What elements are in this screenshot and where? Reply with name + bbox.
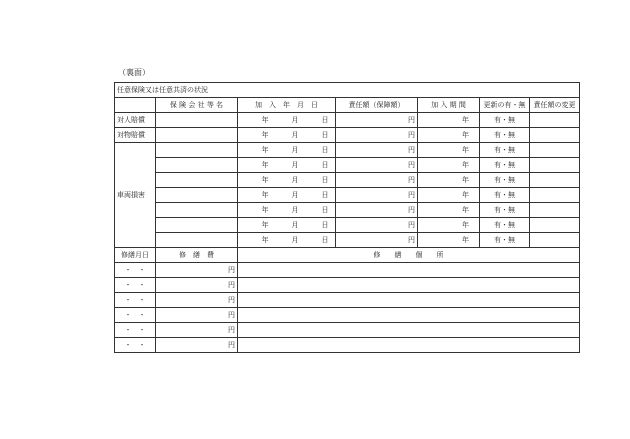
yen-unit: 円 <box>408 221 415 229</box>
join-date-cell[interactable] <box>238 188 336 203</box>
month-unit: 月 <box>291 161 299 169</box>
insurance-row <box>115 218 580 233</box>
month-unit: 月 <box>291 146 299 154</box>
renewal-cell[interactable] <box>480 173 530 188</box>
renewal-cell[interactable] <box>480 113 530 128</box>
liability-change-cell[interactable] <box>530 188 580 203</box>
period-year-unit: 年 <box>462 116 469 124</box>
day-unit: 日 <box>321 191 329 199</box>
month-unit: 月 <box>291 206 299 214</box>
liability-cell[interactable] <box>336 203 418 218</box>
day-unit: 日 <box>321 236 329 244</box>
company-cell[interactable] <box>156 128 238 143</box>
row-label-bodily: 対人賠償 <box>115 113 156 128</box>
insurance-row <box>115 158 580 173</box>
company-cell[interactable] <box>156 173 238 188</box>
repair-location-cell[interactable] <box>238 323 580 338</box>
repair-location-cell[interactable] <box>238 263 580 278</box>
repair-cost-cell[interactable]: 円 <box>156 293 238 308</box>
period-cell[interactable] <box>418 158 480 173</box>
row-label-vehicle: 車両損害 <box>115 143 156 248</box>
year-unit: 年 <box>261 221 269 229</box>
day-unit: 日 <box>321 206 329 214</box>
header-liability: 責任額（保障額） <box>336 98 418 113</box>
join-date-cell[interactable] <box>238 113 336 128</box>
join-date-cell[interactable] <box>238 203 336 218</box>
renewal-option: 有・無 <box>494 161 515 169</box>
row-label-property: 対物賠償 <box>115 128 156 143</box>
repair-date-cell[interactable]: ・ ・ <box>115 338 156 353</box>
repair-row <box>115 308 580 323</box>
yen-unit: 円 <box>408 146 415 154</box>
renewal-option: 有・無 <box>494 206 515 214</box>
yen-unit: 円 <box>408 191 415 199</box>
header-liability-change: 責任額の変更 <box>530 98 580 113</box>
liability-cell[interactable] <box>336 143 418 158</box>
join-date-cell[interactable] <box>238 158 336 173</box>
company-cell[interactable] <box>156 203 238 218</box>
renewal-option: 有・無 <box>494 116 515 124</box>
renewal-cell[interactable] <box>480 143 530 158</box>
liability-cell[interactable] <box>336 173 418 188</box>
company-cell[interactable] <box>156 233 238 248</box>
yen-unit: 円 <box>408 116 415 124</box>
page-side-label: （裏面） <box>118 68 150 77</box>
join-date-cell[interactable] <box>238 143 336 158</box>
year-unit: 年 <box>261 116 269 124</box>
join-date-cell[interactable] <box>238 218 336 233</box>
month-unit: 月 <box>291 221 299 229</box>
period-year-unit: 年 <box>462 206 469 214</box>
header-blank <box>115 98 156 113</box>
insurance-row <box>115 128 580 143</box>
renewal-cell[interactable] <box>480 128 530 143</box>
join-date-cell[interactable] <box>238 173 336 188</box>
join-date-cell[interactable] <box>238 128 336 143</box>
month-unit: 月 <box>291 191 299 199</box>
repair-location-cell[interactable] <box>238 293 580 308</box>
repair-header-location: 修 繕 個 所 <box>238 248 580 263</box>
year-unit: 年 <box>261 236 269 244</box>
liability-change-cell[interactable] <box>530 233 580 248</box>
liability-cell[interactable] <box>336 233 418 248</box>
repair-location-cell[interactable] <box>238 308 580 323</box>
day-unit: 日 <box>321 221 329 229</box>
period-year-unit: 年 <box>462 176 469 184</box>
company-cell[interactable] <box>156 218 238 233</box>
liability-cell[interactable] <box>336 188 418 203</box>
period-cell[interactable] <box>418 188 480 203</box>
repair-row <box>115 338 580 353</box>
day-unit: 日 <box>321 131 329 139</box>
day-unit: 日 <box>321 161 329 169</box>
liability-change-cell[interactable] <box>530 158 580 173</box>
yen-unit: 円 <box>408 131 415 139</box>
renewal-option: 有・無 <box>494 221 515 229</box>
company-cell[interactable] <box>156 158 238 173</box>
liability-cell[interactable] <box>336 218 418 233</box>
liability-cell[interactable] <box>336 158 418 173</box>
period-year-unit: 年 <box>462 161 469 169</box>
repair-location-cell[interactable] <box>238 338 580 353</box>
renewal-option: 有・無 <box>494 176 515 184</box>
join-date-cell[interactable] <box>238 233 336 248</box>
liability-change-cell[interactable] <box>530 173 580 188</box>
period-year-unit: 年 <box>462 236 469 244</box>
repair-date-cell[interactable]: ・ ・ <box>115 323 156 338</box>
month-unit: 月 <box>291 176 299 184</box>
repair-row <box>115 263 580 278</box>
renewal-option: 有・無 <box>494 146 515 154</box>
month-unit: 月 <box>291 116 299 124</box>
yen-unit: 円 <box>408 206 415 214</box>
period-cell[interactable] <box>418 128 480 143</box>
insurance-row <box>115 113 580 128</box>
period-cell[interactable] <box>418 113 480 128</box>
repair-header-date: 修繕月日 <box>115 248 156 263</box>
renewal-cell[interactable] <box>480 218 530 233</box>
year-unit: 年 <box>261 146 269 154</box>
insurance-row <box>115 233 580 248</box>
renewal-cell[interactable] <box>480 203 530 218</box>
period-year-unit: 年 <box>462 146 469 154</box>
repair-row <box>115 323 580 338</box>
period-cell[interactable] <box>418 218 480 233</box>
repair-row <box>115 293 580 308</box>
company-cell[interactable] <box>156 113 238 128</box>
period-year-unit: 年 <box>462 191 469 199</box>
month-unit: 月 <box>291 131 299 139</box>
header-renewal: 更新の有・無 <box>480 98 530 113</box>
header-period: 加 入 期 間 <box>418 98 480 113</box>
month-unit: 月 <box>291 236 299 244</box>
header-company: 保 険 会 社 等 名 <box>156 98 238 113</box>
insurance-row <box>115 188 580 203</box>
repair-cost-cell[interactable]: 円 <box>156 308 238 323</box>
liability-change-cell[interactable] <box>530 113 580 128</box>
liability-change-cell[interactable] <box>530 203 580 218</box>
insurance-row <box>115 143 580 158</box>
repair-location-cell[interactable] <box>238 278 580 293</box>
liability-change-cell[interactable] <box>530 128 580 143</box>
year-unit: 年 <box>261 206 269 214</box>
renewal-option: 有・無 <box>494 131 515 139</box>
renewal-option: 有・無 <box>494 236 515 244</box>
period-cell[interactable] <box>418 143 480 158</box>
renewal-cell[interactable] <box>480 233 530 248</box>
yen-unit: 円 <box>408 236 415 244</box>
year-unit: 年 <box>261 161 269 169</box>
repair-header-cost: 修 繕 費 <box>156 248 238 263</box>
liability-change-cell[interactable] <box>530 143 580 158</box>
company-cell[interactable] <box>156 143 238 158</box>
period-year-unit: 年 <box>462 131 469 139</box>
insurance-row <box>115 203 580 218</box>
year-unit: 年 <box>261 176 269 184</box>
period-cell[interactable] <box>418 203 480 218</box>
repair-cost-cell[interactable]: 円 <box>156 323 238 338</box>
repair-cost-cell[interactable]: 円 <box>156 278 238 293</box>
yen-unit: 円 <box>408 161 415 169</box>
yen-unit: 円 <box>408 176 415 184</box>
repair-date-cell[interactable]: ・ ・ <box>115 293 156 308</box>
company-cell[interactable] <box>156 188 238 203</box>
repair-date-cell[interactable]: ・ ・ <box>115 308 156 323</box>
repair-date-cell[interactable]: ・ ・ <box>115 278 156 293</box>
insurance-status-table <box>114 82 580 353</box>
renewal-cell[interactable] <box>480 158 530 173</box>
repair-cost-cell[interactable]: 円 <box>156 338 238 353</box>
renewal-option: 有・無 <box>494 191 515 199</box>
period-year-unit: 年 <box>462 221 469 229</box>
liability-cell[interactable] <box>336 128 418 143</box>
year-unit: 年 <box>261 131 269 139</box>
day-unit: 日 <box>321 176 329 184</box>
day-unit: 日 <box>321 146 329 154</box>
period-cell[interactable] <box>418 173 480 188</box>
header-join-date: 加 入 年 月 日 <box>238 98 336 113</box>
year-unit: 年 <box>261 191 269 199</box>
day-unit: 日 <box>321 116 329 124</box>
repair-cost-cell[interactable]: 円 <box>156 263 238 278</box>
section-title: 任意保険又は任意共済の状況 <box>115 83 580 98</box>
repair-row <box>115 278 580 293</box>
period-cell[interactable] <box>418 233 480 248</box>
liability-change-cell[interactable] <box>530 218 580 233</box>
insurance-row <box>115 173 580 188</box>
renewal-cell[interactable] <box>480 188 530 203</box>
liability-cell[interactable] <box>336 113 418 128</box>
repair-date-cell[interactable]: ・ ・ <box>115 263 156 278</box>
